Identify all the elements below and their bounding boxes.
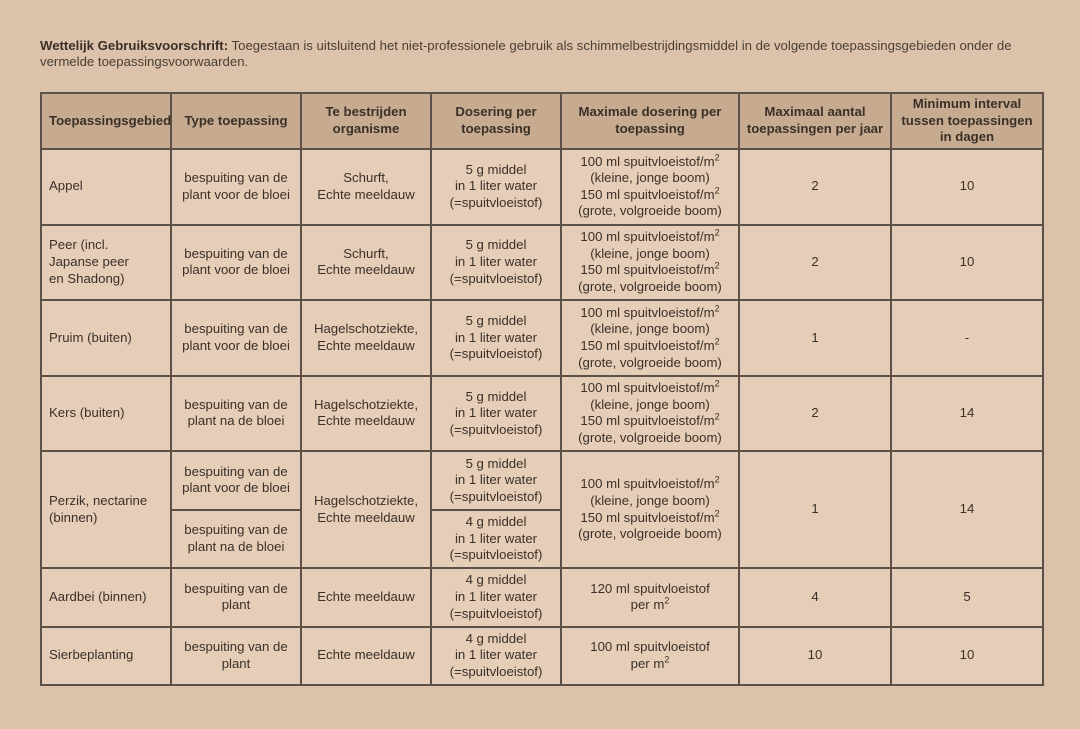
cell-area: Perzik, nectarine (binnen) — [41, 451, 171, 568]
cell-type: bespuiting van de plant na de bloei — [171, 510, 301, 568]
table-row — [41, 149, 1043, 225]
header-type-toepassing: Type toepassing — [171, 93, 301, 149]
cell-interval: 14 — [891, 451, 1043, 568]
usage-instructions-intro — [40, 38, 1050, 70]
cell-dose: 5 g middel in 1 liter water (=spuitvloeistof) — [431, 149, 561, 225]
cell-organism: Echte meeldauw — [301, 568, 431, 626]
cell-type: bespuiting van de plant — [171, 568, 301, 626]
cell-area: Aardbei (binnen) — [41, 568, 171, 626]
cell-maxdose: 100 ml spuitvloeistof/$m^2$ (kleine, jonge boom) 150 ml spuitvloeistof/$m^2$ (grote, volgroeide boom) — [561, 149, 739, 225]
cell-area: Sierbeplanting — [41, 627, 171, 685]
header-maximaal-aantal: Maximaal aantal toepassingen per jaar — [739, 93, 891, 149]
cell-maxdose: 100 ml spuitvloeistof/$m^2$ (kleine, jonge boom) 150 ml spuitvloeistof/$m^2$ (grote, volgroeide boom) — [561, 376, 739, 452]
table-row — [41, 300, 1043, 376]
header-dosering: Dosering per toepassing — [431, 93, 561, 149]
cell-area: Kers (buiten) — [41, 376, 171, 452]
cell-area: Appel — [41, 149, 171, 225]
header-minimum-interval: Minimum interval tussen toepassingen in dagen — [891, 93, 1043, 149]
cell-count: 10 — [739, 627, 891, 685]
table-row — [41, 451, 1043, 509]
cell-maxdose: 100 ml spuitvloeistof/$m^2$ (kleine, jonge boom) 150 ml spuitvloeistof/$m^2$ (grote, volgroeide boom) — [561, 225, 739, 301]
cell-organism: Schurft, Echte meeldauw — [301, 225, 431, 301]
cell-dose: 4 g middel in 1 liter water (=spuitvloeistof) — [431, 510, 561, 568]
cell-type: bespuiting van de plant voor de bloei — [171, 451, 301, 509]
cell-interval: - — [891, 300, 1043, 376]
cell-type: bespuiting van de plant voor de bloei — [171, 225, 301, 301]
cell-dose: 5 g middel in 1 liter water (=spuitvloeistof) — [431, 376, 561, 452]
cell-type: bespuiting van de plant — [171, 627, 301, 685]
cell-dose: 5 g middel in 1 liter water (=spuitvloeistof) — [431, 451, 561, 509]
cell-organism: Hagelschotziekte, Echte meeldauw — [301, 376, 431, 452]
cell-count: 2 — [739, 149, 891, 225]
cell-maxdose: 100 ml spuitvloeistof/$m^2$ (kleine, jonge boom) 150 ml spuitvloeistof/$m^2$ (grote, volgroeide boom) — [561, 300, 739, 376]
table-header-row — [41, 93, 1043, 149]
cell-maxdose: 100 ml spuitvloeistof per $m^2$ — [561, 627, 739, 685]
cell-dose: 5 g middel in 1 liter water (=spuitvloeistof) — [431, 225, 561, 301]
cell-interval: 5 — [891, 568, 1043, 626]
cell-interval: 10 — [891, 149, 1043, 225]
cell-area: Pruim (buiten) — [41, 300, 171, 376]
cell-type: bespuiting van de plant voor de bloei — [171, 149, 301, 225]
cell-maxdose: 120 ml spuitvloeistof per $m^2$ — [561, 568, 739, 626]
intro-title: Wettelijk Gebruiksvoorschrift: — [40, 38, 229, 53]
table-row — [41, 376, 1043, 452]
cell-count: 1 — [739, 451, 891, 568]
cell-dose: 5 g middel in 1 liter water (=spuitvloeistof) — [431, 300, 561, 376]
cell-interval: 10 — [891, 627, 1043, 685]
cell-dose: 4 g middel in 1 liter water (=spuitvloeistof) — [431, 627, 561, 685]
table-row — [41, 627, 1043, 685]
header-organisme: Te bestrijden organisme — [301, 93, 431, 149]
cell-interval: 14 — [891, 376, 1043, 452]
cell-count: 4 — [739, 568, 891, 626]
intro-text: Toegestaan is uitsluitend het niet-professionele gebruik als schimmelbestrijdingsmiddel in de volgende toepassingsgebieden onder de vermelde toepassingsvoorwaarden. — [40, 38, 1012, 69]
cell-interval: 10 — [891, 225, 1043, 301]
cell-count: 2 — [739, 225, 891, 301]
cell-dose: 4 g middel in 1 liter water (=spuitvloeistof) — [431, 568, 561, 626]
header-maximale-dosering: Maximale dosering per toepassing — [561, 93, 739, 149]
cell-organism: Hagelschotziekte, Echte meeldauw — [301, 451, 431, 568]
cell-area: Peer (incl. Japanse peer en Shadong) — [41, 225, 171, 301]
cell-organism: Echte meeldauw — [301, 627, 431, 685]
cell-organism: Schurft, Echte meeldauw — [301, 149, 431, 225]
cell-count: 2 — [739, 376, 891, 452]
cell-organism: Hagelschotziekte, Echte meeldauw — [301, 300, 431, 376]
cell-maxdose: 100 ml spuitvloeistof/$m^2$ (kleine, jonge boom) 150 ml spuitvloeistof/$m^2$ (grote, volgroeide boom) — [561, 451, 739, 568]
cell-type: bespuiting van de plant voor de bloei — [171, 300, 301, 376]
cell-type: bespuiting van de plant na de bloei — [171, 376, 301, 452]
header-toepassingsgebied: Toepassingsgebied — [41, 93, 171, 149]
usage-table — [40, 92, 1044, 686]
cell-count: 1 — [739, 300, 891, 376]
table-row — [41, 568, 1043, 626]
table-row — [41, 225, 1043, 301]
